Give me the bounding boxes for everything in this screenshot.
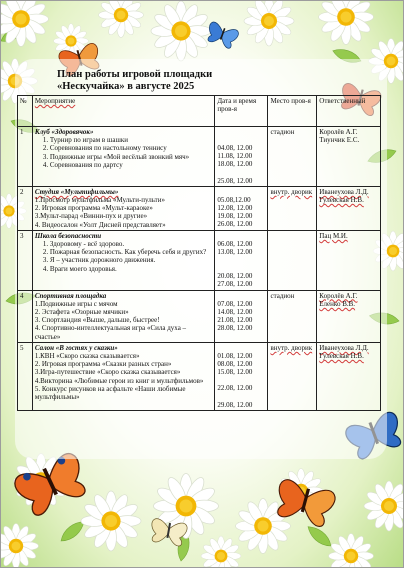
date-cell: 08.08, 12.00 — [217, 360, 253, 369]
row-place — [268, 230, 317, 290]
section-title: Студия «Мультифильмы» — [34, 187, 119, 196]
date-cell: 04.08, 12.00 — [217, 144, 253, 152]
date-cell: 18.08, 12.00 — [217, 160, 253, 169]
date-cell: 15.08, 12.00 — [217, 368, 253, 377]
date-cell: 14.08, 12.00 — [217, 307, 253, 316]
date-cell: 22.08, 12.00 — [217, 384, 253, 393]
date-cell: 27.08, 12.00 — [217, 280, 253, 289]
row-resp: Иванеухова Л.Д. Гулевская Н.В. — [317, 342, 381, 410]
row-resp: Королёв А.Г. Тиунчик Е.С. — [317, 127, 381, 187]
date-cell: 07.08, 12.00 — [217, 299, 253, 308]
row-place: стадион — [268, 290, 317, 342]
table-row — [18, 186, 381, 230]
list-item: 2. Эстафета «Озорные мячики» — [34, 308, 129, 317]
row-resp: Королёв А.Г. Еленко В.В. — [317, 290, 381, 342]
row-resp: Пац М.И. — [317, 230, 381, 290]
section-title: Клуб «Здоровячок» — [34, 128, 94, 136]
list-item: 4. Соревнования по дартсу — [42, 160, 123, 169]
table-row — [18, 127, 381, 187]
list-item: 1.КВН «Скоро сказка сказывается» — [34, 352, 140, 361]
header-event: Мероприятие — [32, 96, 215, 127]
row-num: 4 — [18, 290, 33, 342]
row-num: 5 — [18, 342, 33, 410]
row-place: внутр. дворик — [268, 186, 317, 230]
date-cell: 20.08, 12.00 — [217, 272, 253, 281]
row-dates — [215, 290, 268, 342]
table-row — [18, 342, 381, 410]
list-item: 4. Враги моего здоровья. — [42, 264, 117, 273]
row-place: внутр. дворик — [268, 342, 317, 410]
date-cell: 21.08, 12.00 — [217, 316, 253, 325]
header-resp: Ответственный — [317, 96, 381, 127]
row-events — [32, 290, 215, 342]
date-cell: 19.08, 12.00 — [217, 212, 253, 221]
row-num: 3 — [18, 230, 33, 290]
list-item: 5. Конкурс рисунков на асфальте «Наши любимые мультфильмы» — [34, 384, 186, 402]
list-item: 3. Подвижные игры «Мой весёлый звонкий мяч» — [42, 152, 190, 161]
row-events — [32, 127, 215, 187]
table-row — [18, 290, 381, 342]
table-row — [18, 230, 381, 290]
date-cell: 25.08, 12.00 — [217, 176, 253, 185]
row-num: 2 — [18, 186, 33, 230]
row-events — [32, 230, 215, 290]
date-cell: 11.08, 12.00 — [217, 152, 253, 161]
date-cell: 13.08, 12.00 — [217, 248, 253, 257]
list-item: 1.Просмотр мультфильма «Мульти-пульти» — [34, 196, 165, 205]
list-item: 4.Викторина «Любимые герои из книг и мультфильмов» — [34, 376, 204, 385]
list-item: 2. Игровая программа «Сказки разных стран» — [34, 360, 172, 369]
list-item: 2. Игровая программа «Мульт-караоке» — [34, 204, 153, 213]
row-dates — [215, 127, 268, 187]
header-place: Место пров-я — [268, 96, 317, 127]
document-title — [57, 69, 297, 93]
row-num: 1 — [18, 127, 33, 187]
row-place: стадион — [268, 127, 317, 187]
section-title: Школа безопасности — [34, 231, 102, 240]
date-cell: 12.08, 12.00 — [217, 204, 253, 213]
plan-table — [17, 95, 381, 411]
row-dates — [215, 186, 268, 230]
title-line-1: План работы игровой площадки — [57, 69, 213, 80]
header-datetime: Дата и время пров-я — [215, 96, 268, 127]
section-title: Салон «В гостях у сказки» — [34, 343, 118, 352]
row-events — [32, 186, 215, 230]
date-cell: 06.08, 12.00 — [217, 239, 253, 248]
row-events — [32, 342, 215, 410]
list-item: 3.Мульт-парад «Винни-пух и другие» — [34, 212, 148, 221]
date-cell: 29.08, 12.00 — [217, 400, 253, 409]
row-dates — [215, 342, 268, 410]
list-item: 1.Подвижные игры с мячом — [34, 299, 118, 308]
list-item: 1. Турнир по играм в шашки — [42, 136, 129, 145]
table-header-row — [18, 96, 381, 127]
list-item: 2. Соревнования по настольному теннису — [42, 144, 167, 153]
date-cell: 26.08, 12.00 — [217, 220, 253, 229]
list-item: 3. Спортландия «Выше, дальше, быстрее! — [34, 316, 160, 325]
list-item: 4. Видеосалон «Уолт Дисней представляет» — [34, 220, 166, 229]
date-cell: 05.08,12.00 — [217, 195, 251, 204]
row-resp: Иванеухова Л.Д. Гулевская Н.В. — [317, 186, 381, 230]
list-item: 4. Спортивно-интеллектуальная игра «Сила духа – счастье» — [34, 324, 187, 341]
date-cell: 01.08, 12.00 — [217, 351, 253, 360]
list-item: 3.Игра-путешествие «Скоро сказка сказывается» — [34, 368, 181, 377]
row-dates — [215, 230, 268, 290]
header-num: № — [18, 96, 33, 127]
list-item: 3. Я – участник дорожного движения. — [42, 256, 156, 265]
date-cell: 28.08, 12.00 — [217, 324, 253, 333]
list-item: 1. Здоровому - всё здорово. — [42, 240, 125, 249]
title-line-2: «Нескучайка» в августе 2025 — [57, 81, 195, 92]
section-title: Спортивная площадка — [34, 291, 107, 300]
list-item: 2. Пожарная безопасность. Как уберечь себя и других? — [42, 248, 207, 257]
